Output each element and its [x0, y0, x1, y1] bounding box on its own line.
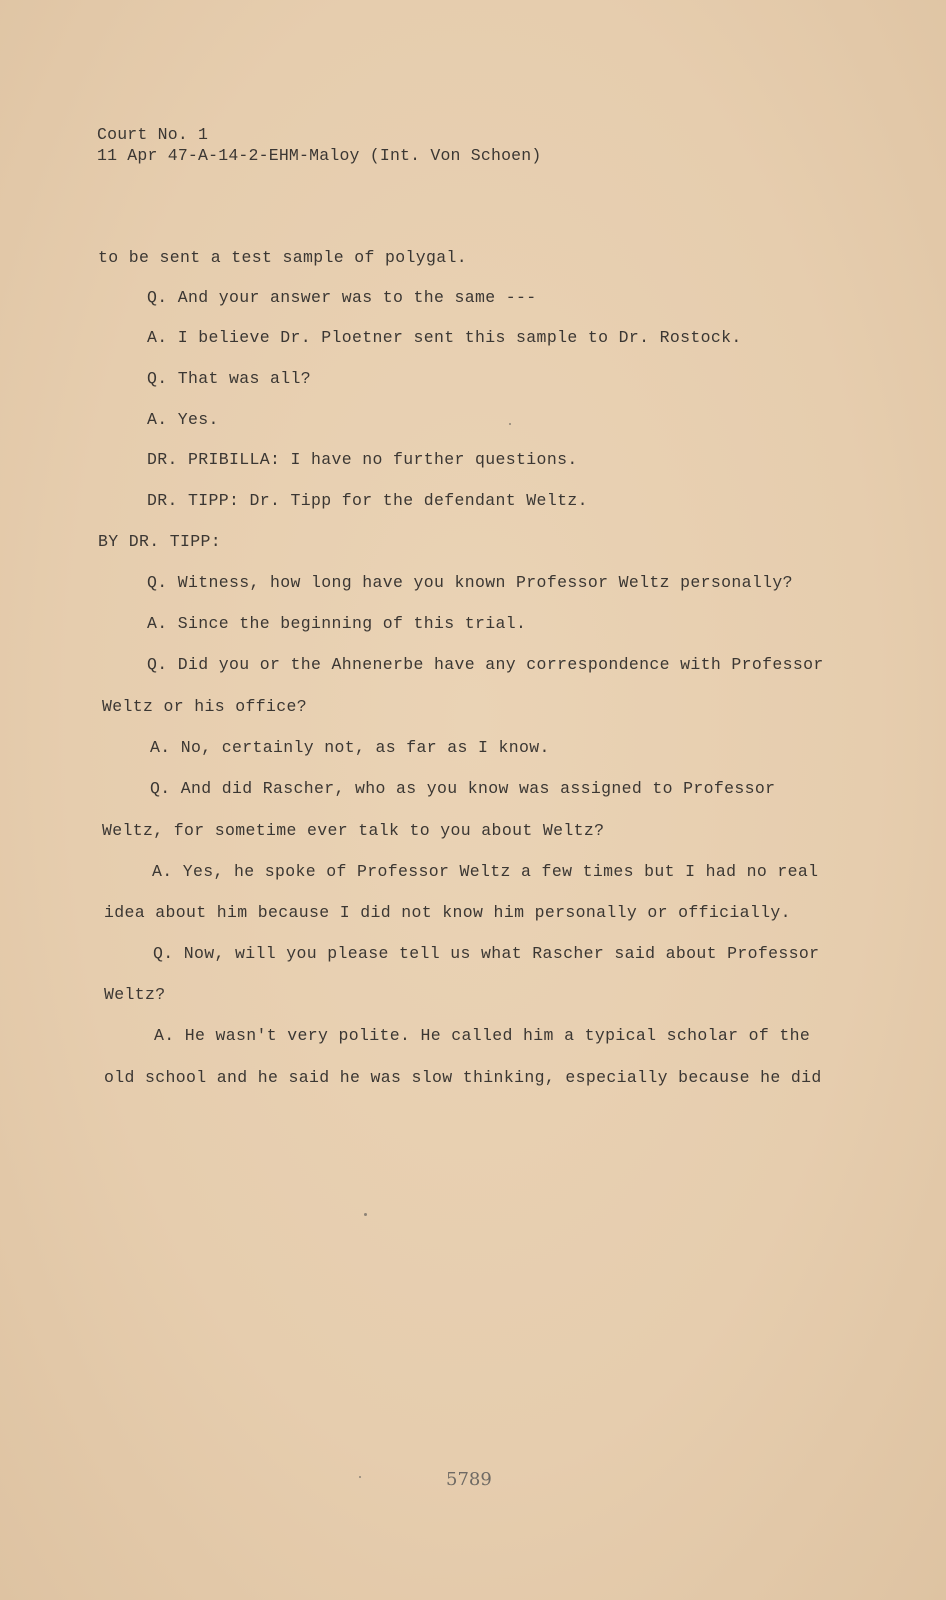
transcript-line: Weltz, for sometime ever talk to you about Weltz?: [102, 821, 605, 840]
transcript-line: Q. Now, will you please tell us what Rascher said about Professor: [153, 944, 820, 963]
transcript-line: DR. PRIBILLA: I have no further questions.: [147, 450, 578, 469]
transcript-line: A. I believe Dr. Ploetner sent this sample to Dr. Rostock.: [147, 328, 742, 347]
transcript-line: BY DR. TIPP:: [98, 532, 222, 551]
transcript-line: Weltz or his office?: [102, 697, 308, 716]
transcript-line: Q. And your answer was to the same ---: [147, 288, 537, 307]
court-number: Court No. 1: [97, 125, 209, 144]
transcript-line: Q. That was all?: [147, 369, 312, 388]
transcript-line: Q. And did Rascher, who as you know was assigned to Professor: [150, 779, 776, 798]
transcript-line: A. He wasn't very polite. He called him a typical scholar of the: [154, 1026, 811, 1045]
transcript-line: Q. Witness, how long have you known Professor Weltz personally?: [147, 573, 793, 592]
transcript-line: A. Yes, he spoke of Professor Weltz a few times but I had no real: [152, 862, 819, 881]
transcript-line: old school and he said he was slow thinking, especially because he did: [104, 1068, 822, 1087]
document-header: [97, 124, 541, 166]
session-reference: 11 Apr 47-A-14-2-EHM-Maloy (Int. Von Schoen): [97, 146, 542, 165]
transcript-line: to be sent a test sample of polygal.: [98, 248, 468, 267]
paper-speck: [509, 423, 511, 425]
transcript-line: A. Since the beginning of this trial.: [147, 614, 527, 633]
paper-speck: [364, 1213, 367, 1216]
page-number: 5789: [446, 1469, 492, 1490]
paper-speck: [359, 1476, 361, 1478]
transcript-line: Weltz?: [104, 985, 166, 1004]
transcript-line: A. No, certainly not, as far as I know.: [150, 738, 550, 757]
transcript-line: A. Yes.: [147, 410, 219, 429]
transcript-line: DR. TIPP: Dr. Tipp for the defendant Weltz.: [147, 491, 588, 510]
transcript-line: Q. Did you or the Ahnenerbe have any correspondence with Professor: [147, 655, 824, 674]
transcript-line: idea about him because I did not know him personally or officially.: [104, 903, 791, 922]
